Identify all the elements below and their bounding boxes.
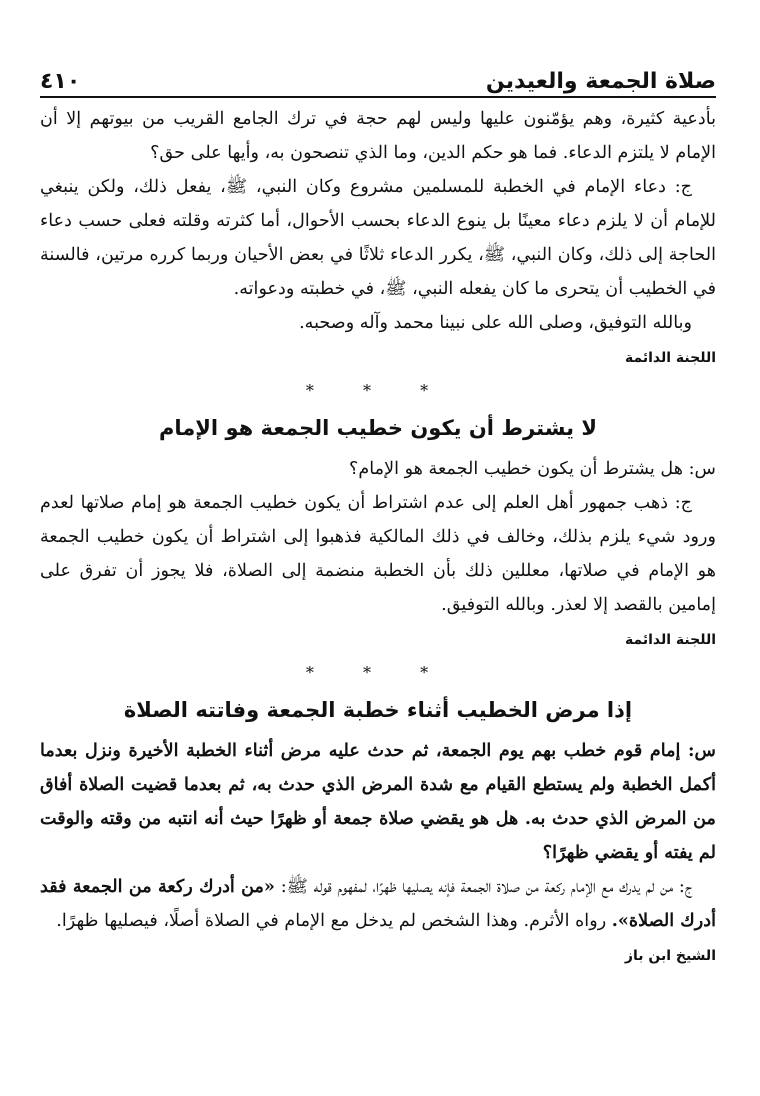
answer-paragraph [40,870,716,938]
question-paragraph: س: إمام قوم خطب بهم يوم الجمعة، ثم حدث عليه مرض أثناء الخطبة الأخيرة ونزل بعدما أكمل الخطبة ولم يستطع القيام مع شدة المرض الذي حدث به، ثم بعدما قضيت الصلاة أفاق من المرض الذي حدث به. هل هو يقضي صلاة جمعة أو ظهرًا حيث أنه انتبه من وقته والوقت لم يفته أو يقضي ظهرًا؟ [40,740,716,863]
section-sick-khatib [40,690,716,966]
section-heading: إذا مرض الخطيب أثناء خطبة الجمعة وفاتته الصلاة [123,698,633,722]
answer-conclusion: رواه الأثرم. وهذا الشخص لم يدخل مع الإمام في الصلاة أصلًا، فيصليها ظهرًا. [56,911,607,931]
answer-intro: ج: من لم يدرك مع الإمام ركعة من صلاة الجمعة فإنه يصليها ظهرًا، لمفهوم قوله ﷺ: [280,877,693,897]
book-page [40,60,716,966]
section-separator: * * * [305,381,451,400]
answer-paragraph: ج: ذهب جمهور أهل العلم إلى عدم اشتراط أن يكون خطيب الجمعة هو إمام صلاتها لعدم ورود شيء يلزم بذلك، وخالف في ذلك المالكية فذهبوا إلى اشتراط أن يكون خطيب الجمعة هو الإمام في صلاتها، معللين ذلك بأن الخطبة منضمة إلى الصلاة، فلا يجوز أن تفرق على إمامين بالقصد إلا لعذر. وبالله التوفيق. [40,493,716,615]
question-paragraph: س: هل يشترط أن يكون خطيب الجمعة هو الإمام؟ [349,459,716,479]
signature-ibn-baz: الشيخ ابن باز [624,948,716,964]
section-heading: لا يشترط أن يكون خطيب الجمعة هو الإمام [159,416,597,440]
section-khatib-imam [40,408,716,650]
section-prayer-supplication [40,102,716,368]
section-separator: * * * [305,663,451,682]
answer-paragraph: ج: دعاء الإمام في الخطبة للمسلمين مشروع وكان النبي، ﷺ، يفعل ذلك، ولكن ينبغي للإمام أن لا يلزم دعاء معينًا بل ينوع الدعاء بحسب الأحوال، أما كثرته وقلته فعلى حسب دعاء الحاجة إلى ذلك، وكان النبي، ﷺ، يكرر الدعاء ثلاثًا في بعض الأحيان وربما كرره مرتين، فالسنة في الخطيب أن يتحرى ما كان يفعله النبي، ﷺ، في خطبته ودعواته. [40,177,716,299]
page-number: ٤١٠ [40,69,81,94]
hadith-quote: «من أدرك ركعة من الجمعة فقد أدرك الصلاة». [40,876,716,931]
running-header [40,60,716,98]
signature-committee: اللجنة الدائمة [624,350,716,366]
running-title: صلاة الجمعة والعيدين [485,69,716,94]
closing-line: وبالله التوفيق، وصلى الله على نبينا محمد وآله وصحبه. [299,313,692,333]
question-continuation: بأدعية كثيرة، وهم يؤمّنون عليها وليس لهم حجة في ترك الجامع القريب من بيوتهم إلا أن الإمام لا يلتزم الدعاء. فما هو حكم الدين، وما الذي تنصحون به، وأيها على حق؟ [40,109,716,163]
signature-committee: اللجنة الدائمة [624,632,716,648]
